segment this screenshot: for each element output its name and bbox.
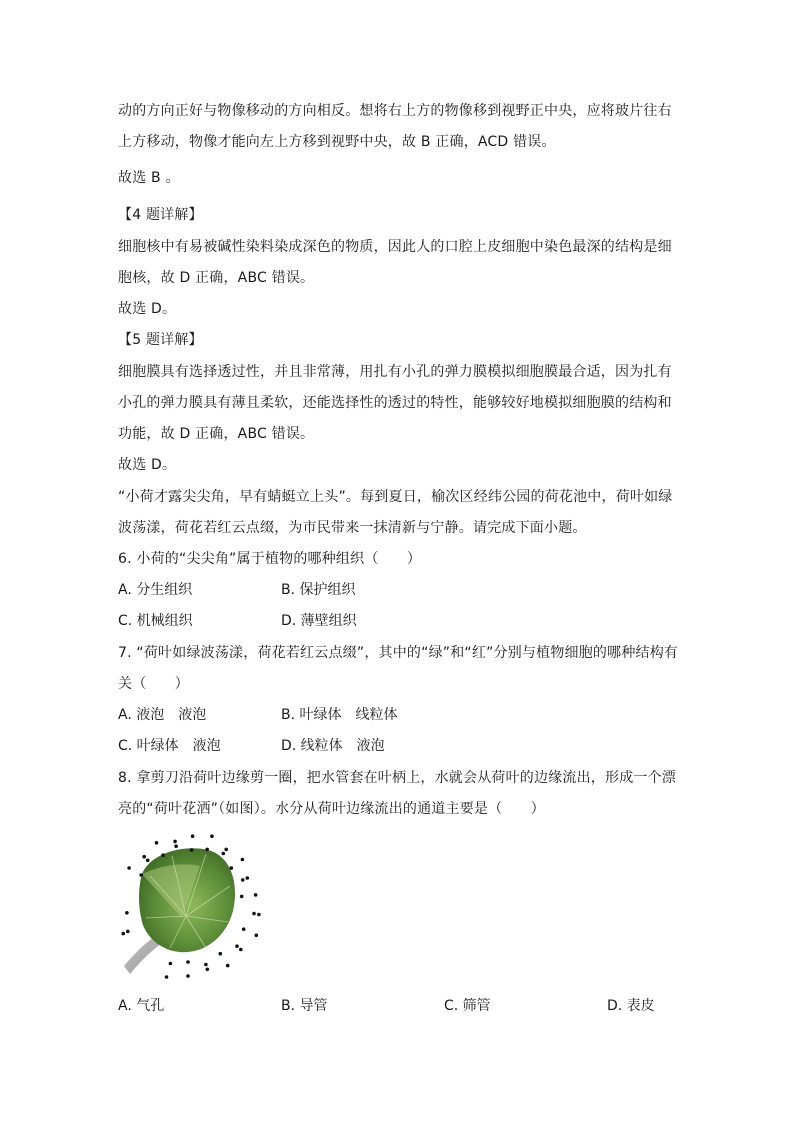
water-droplet [127, 866, 131, 870]
water-droplet [169, 962, 173, 966]
water-droplet [155, 841, 159, 845]
water-droplet [241, 878, 245, 882]
lotus-leaf-sprinkler-figure [120, 826, 280, 986]
text-line: 动的方向正好与物像移动的方向相反。想将右上方的物像移到视野正中央，应将玻片往右 [118, 103, 672, 119]
water-droplet [190, 848, 194, 852]
water-droplet [204, 963, 208, 967]
water-droplet [226, 964, 230, 968]
water-droplet [241, 858, 245, 862]
question-6-stem: 6. 小荷的“尖尖角”属于植物的哪种组织（ ） [118, 551, 422, 567]
water-droplet [219, 952, 223, 956]
water-droplet [125, 911, 129, 915]
answer-line: 故选 D。 [118, 301, 177, 317]
water-droplet [165, 975, 169, 979]
water-droplet [255, 934, 259, 938]
water-droplet [186, 960, 190, 964]
answer-line: 故选 B 。 [118, 170, 180, 186]
water-droplet [240, 895, 244, 899]
section-heading-q4: 【4 题详解】 [118, 207, 203, 223]
water-droplet [161, 853, 165, 857]
question-8-stem: 亮的“荷叶花洒”（如图）。水分从荷叶边缘流出的通道主要是（ ） [118, 801, 545, 817]
water-droplet [210, 834, 214, 838]
water-droplet [174, 844, 178, 848]
question-8-stem: 8. 拿剪刀沿荷叶边缘剪一圈，把水管套在叶柄上，水就会从荷叶的边缘流出，形成一个漂 [118, 770, 677, 786]
text-line: 小孔的弹力膜具有薄且柔软，还能选择性的透过的特性，能够较好地模拟细胞膜的结构和 [118, 395, 672, 411]
water-droplet [254, 893, 258, 897]
water-droplet [205, 848, 209, 852]
intro-line: “小荷才露尖尖角，早有蜻蜓立上头”。每到夏日，榆次区经纬公园的荷花池中，荷叶如绿 [118, 489, 673, 505]
intro-line: 波荡漾，荷花若红云点缀，为市民带来一抹清新与宁静。请完成下面小题。 [118, 520, 587, 536]
water-droplet [186, 974, 190, 978]
q8-option-d: D. 表皮 [607, 998, 655, 1014]
q6-option-c: C. 机械组织 [118, 613, 193, 629]
q6-option-d: D. 薄壁组织 [281, 613, 357, 629]
answer-line: 故选 D。 [118, 457, 177, 473]
q8-option-b: B. 导管 [281, 998, 328, 1014]
water-droplet [239, 948, 243, 952]
water-droplet [246, 876, 250, 880]
q7-option-a: A. 液泡 液泡 [118, 707, 207, 723]
q7-option-b: B. 叶绿体 线粒体 [281, 707, 398, 723]
text-line: 细胞膜具有选择透过性，并且非常薄，用扎有小孔的弹力膜模拟细胞膜最合适，因为扎有 [118, 364, 672, 380]
water-droplet [139, 873, 143, 877]
question-7-stem: 7. “荷叶如绿波荡漾，荷花若红云点缀”，其中的“绿”和“红”分别与植物细胞的哪种结构有 [118, 645, 679, 661]
water-droplet [224, 848, 228, 852]
water-droplet [191, 834, 195, 838]
q7-option-d: D. 线粒体 液泡 [281, 738, 385, 754]
question-7-stem: 关（ ） [118, 676, 189, 692]
water-droplet [242, 927, 246, 931]
water-droplet [230, 866, 234, 870]
water-droplet [122, 932, 126, 936]
text-line: 上方移动，物像才能向左上方移到视野中央，故 B 正确，ACD 错误。 [118, 134, 556, 150]
q8-option-a: A. 气孔 [118, 998, 165, 1014]
text-line: 细胞核中有易被碱性染料染成深色的物质，因此人的口腔上皮细胞中染色最深的结构是细 [118, 239, 672, 255]
water-droplet [235, 944, 239, 948]
water-droplet [173, 840, 177, 844]
water-droplet [142, 855, 146, 859]
q7-option-c: C. 叶绿体 液泡 [118, 738, 221, 754]
q6-option-a: A. 分生组织 [118, 582, 193, 598]
water-droplet [252, 912, 256, 916]
water-droplet [257, 913, 261, 917]
water-droplet [126, 930, 130, 934]
text-line: 胞核，故 D 正确，ABC 错误。 [118, 270, 315, 286]
water-droplet [222, 852, 226, 856]
water-droplet [146, 859, 150, 863]
text-line: 功能，故 D 正确，ABC 错误。 [118, 426, 315, 442]
q6-option-b: B. 保护组织 [281, 582, 356, 598]
section-heading-q5: 【5 题详解】 [118, 332, 203, 348]
water-droplet [206, 968, 210, 972]
q8-option-c: C. 筛管 [444, 998, 491, 1014]
